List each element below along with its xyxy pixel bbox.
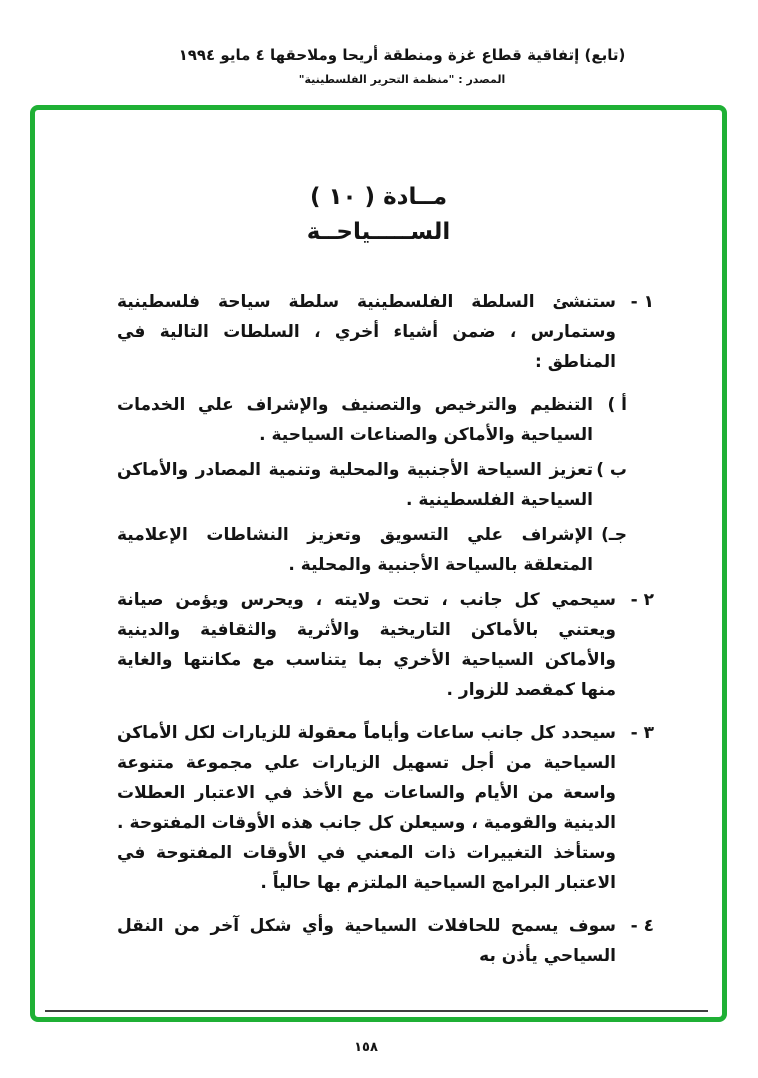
paragraph-2 (117, 585, 654, 705)
article-subject: الســـــياحــة (306, 219, 451, 245)
paragraph-4 (117, 911, 654, 971)
paragraph-3-marker: ٣ - (630, 723, 654, 743)
paragraph-3 (117, 718, 654, 898)
article-number: مــادة ( ١٠ ) (309, 184, 448, 210)
subitem-b-text: تعزيز السياحة الأجنبية والمحلية وتنمية المصادر والأماكن السياحية الفلسطينية . (117, 460, 593, 510)
subitem-b (117, 455, 654, 515)
subitem-a (117, 390, 654, 450)
scanned-page-edge-line (45, 1010, 708, 1012)
source-line: المصدر : "منظمة التحرير الفلسطينية" (298, 73, 506, 86)
document-title-line: (تابع) إتفاقية قطاع غزة ومنطقة أريحا وملاحقها ٤ مايو ١٩٩٤ (178, 46, 626, 64)
subitem-b-marker: ب ) (596, 460, 627, 480)
subitem-j (117, 520, 654, 580)
page-header (23, 46, 758, 86)
subitem-a-text: التنظيم والترخيص والتصنيف والإشراف علي الخدمات السياحية والأماكن والصناعات السياحية . (117, 395, 593, 445)
paragraph-1 (117, 287, 654, 377)
article-body (35, 287, 722, 971)
article-title (35, 184, 722, 245)
paragraph-1-marker: ١ - (630, 292, 654, 312)
paragraph-2-marker: ٢ - (630, 590, 654, 610)
green-border-frame (30, 105, 727, 1022)
subitem-j-marker: جـ) (601, 525, 627, 545)
paragraph-2-text: سيحمي كل جانب ، تحت ولايته ، ويحرس ويؤمن صيانة ويعتني بالأماكن التاريخية والأثرية والثقافية والدينية والأماكن السياحية الأخري بما يتناسب مع مكانتها والغاية منها كمقصد للزوار . (117, 590, 616, 700)
paragraph-4-text: سوف يسمح للحافلات السياحية وأي شكل آخر من النقل السياحي يأذن به (117, 916, 616, 966)
subitem-j-text: الإشراف علي التسويق وتعزيز النشاطات الإعلامية المتعلقة بالسياحة الأجنبية والمحلية . (117, 525, 593, 575)
page-number: ١٥٨ (354, 1040, 378, 1055)
paragraph-4-marker: ٤ - (630, 916, 654, 936)
subitem-a-marker: أ ) (607, 395, 627, 415)
paragraph-3-text: سيحدد كل جانب ساعات وأياماً معقولة للزيارات لكل الأماكن السياحية من أجل تسهيل الزيارات علي مجموعة متنوعة واسعة من الأيام والساعات مع الأخذ في الاعتبار العطلات الدينية والقومية ، وسيعلن كل جانب هذه الأوقات المفتوحة . وستأخذ التغييرات ذات المعني في الأوقات المفتوحة في الاعتبار البرامج السياحية الملتزم بها حالياً . (117, 723, 616, 893)
paragraph-1-text: ستنشئ السلطة الفلسطينية سلطة سياحة فلسطينية وستمارس ، ضمن أشياء أخري ، السلطات التالية في المناطق : (117, 292, 616, 372)
